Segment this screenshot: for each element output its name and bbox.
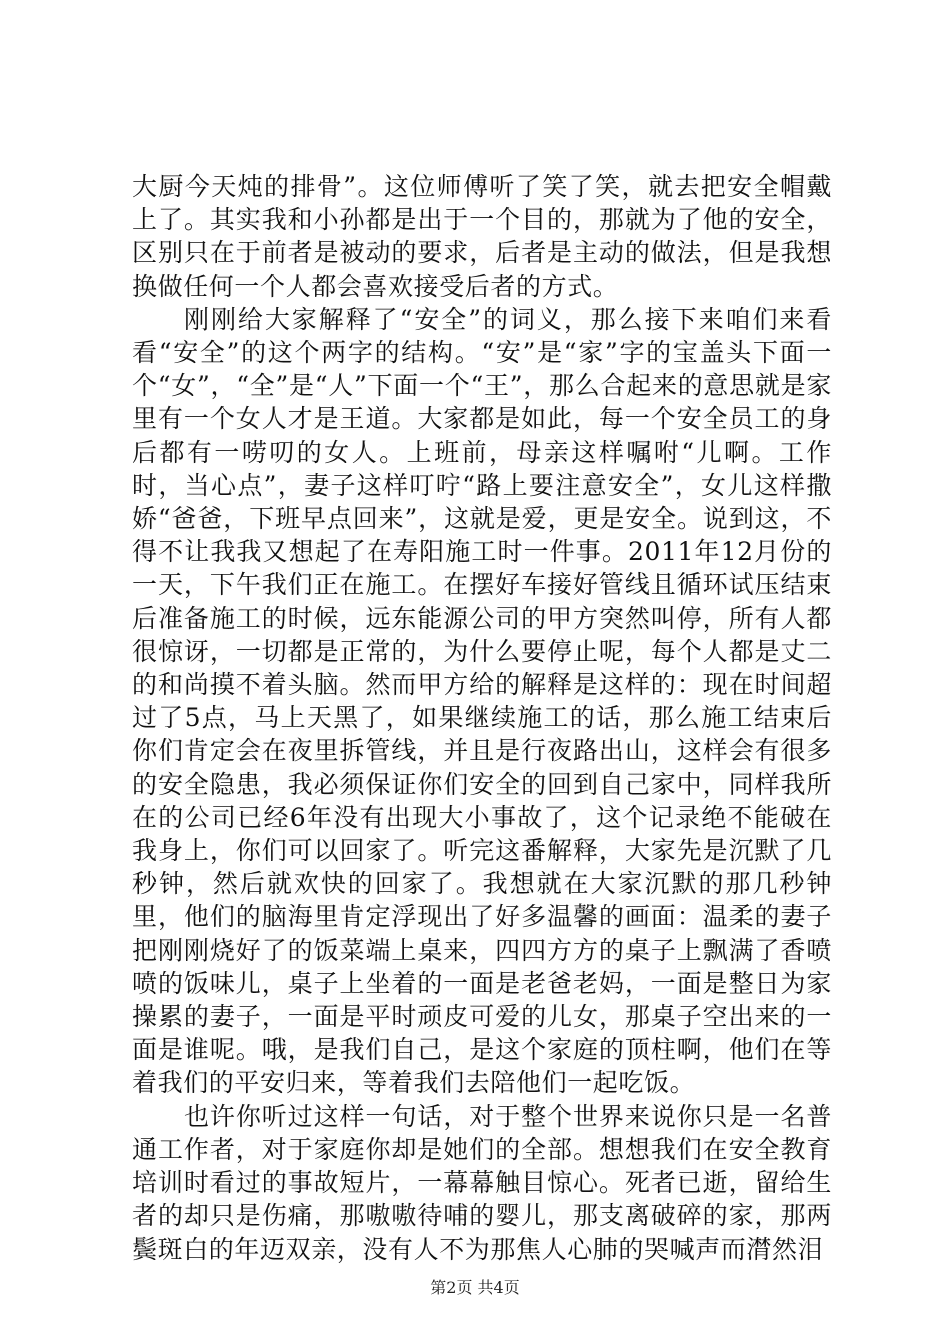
- paragraph-1: 大厨今天炖的排骨”。这位师傅听了笑了笑，就去把安全帽戴上了。其实我和小孙都是出于一个目的，那就为了他的安全，区别只在于前者是被动的要求，后者是主动的做法，但是我想换做任何一个人都会喜欢接受后者的方式。: [132, 172, 832, 301]
- paragraph-2: 刚刚给大家解释了“安全”的词义，那么接下来咱们来看看“安全”的这个两字的结构。“安”是“家”字的宝盖头下面一个“女”，“全”是“人”下面一个“王”，那么合起来的意思就是家里有一个女人才是王道。大家都是如此，每一个安全员工的身后都有一唠叨的女人。上班前，母亲这样嘱咐“儿啊。工作时，当心点”，妻子这样叮咛“路上要注意安全”，女儿这样撒娇“爸爸，下班早点回来”，这就是爱，更是安全。说到这，不得不让我我又想起了在寿阳施工时一件事。2011年12月份的一天，下午我们正在施工。在摆好车接好管线且循环试压结束后准备施工的时候，远东能源公司的甲方突然叫停，所有人都很惊讶，一切都是正常的，为什么要停止呢，每个人都是丈二的和尚摸不着头脑。然而甲方给的解释是这样的：现在时间超过了5点，马上天黑了，如果继续施工的话，那么施工结束后你们肯定会在夜里拆管线，并且是行夜路出山，这样会有很多的安全隐患，我必须保证你们安全的回到自己家中，同样我所在的公司已经6年没有出现大小事故了，这个记录绝不能破在我身上，你们可以回家了。听完这番解释，大家先是沉默了几秒钟，然后就欢快的回家了。我想就在大家沉默的那几秒钟里，他们的脑海里肯定浮现出了好多温馨的画面：温柔的妻子把刚刚烧好了的饭菜端上桌来，四四方方的桌子上飘满了香喷喷的饭味儿，桌子上坐着的一面是老爸老妈，一面是整日为家操累的妻子，一面是平时顽皮可爱的儿女，那桌子空出来的一面是谁呢。哦，是我们自己，是这个家庭的顶柱啊，他们在等着我们的平安归来，等着我们去陪他们一起吃饭。: [132, 304, 832, 1098]
- paragraph-3: 也许你听过这样一句话，对于整个世界来说你只是一名普通工作者，对于家庭你却是她们的全部。想想我们在安全教育培训时看过的事故短片，一幕幕触目惊心。死者已逝，留给生者的却只是伤痛，那嗷嗷待哺的婴儿，那支离破碎的家，那两鬓斑白的年迈双亲，没有人不为那焦人心肺的哭喊声而潸然泪: [132, 1101, 832, 1264]
- document-body: [132, 170, 832, 1266]
- page-number: 第2页 共4页: [430, 1278, 520, 1297]
- page-footer: [0, 1275, 950, 1298]
